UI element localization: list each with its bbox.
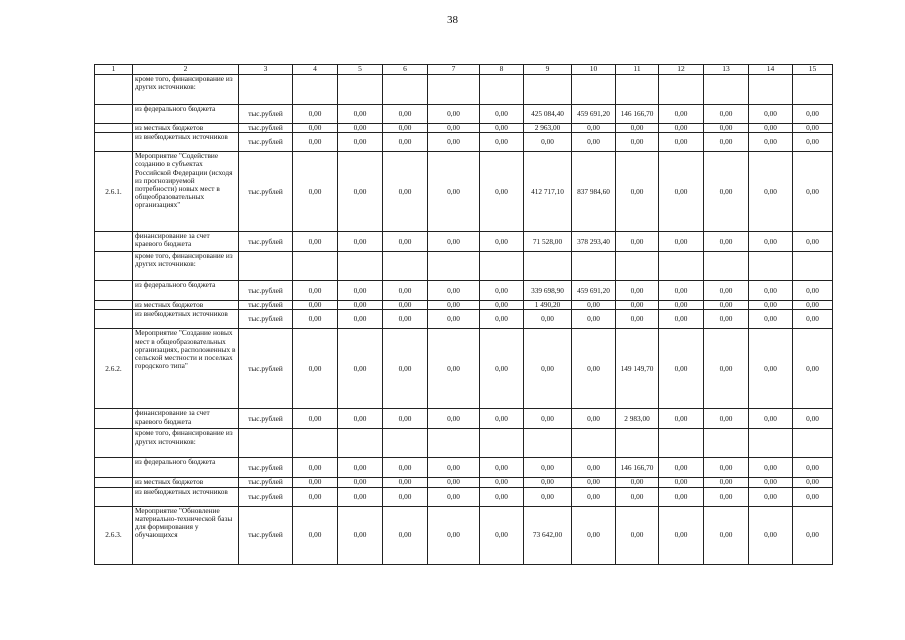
value-cell-col-13: 0,00 [704, 478, 749, 487]
value-cell-col-5: 0,00 [338, 310, 383, 329]
description-cell: из местных бюджетов [133, 478, 239, 487]
value-cell-col-11 [616, 429, 659, 458]
value-cell-col-7 [428, 429, 480, 458]
value-cell-col-11: 149 149,70 [616, 329, 659, 409]
value-cell-col-11: 0,00 [616, 281, 659, 301]
value-cell-col-15: 0,00 [793, 232, 833, 252]
column-number-15: 15 [793, 65, 833, 75]
value-cell-col-11 [616, 75, 659, 105]
value-cell-col-12 [659, 429, 704, 458]
unit-cell: тыс.рублей [239, 478, 293, 487]
unit-cell: тыс.рублей [239, 409, 293, 429]
value-cell-col-13: 0,00 [704, 310, 749, 329]
value-cell-col-4: 0,00 [293, 301, 338, 310]
value-cell-col-5 [338, 252, 383, 281]
value-cell-col-8 [480, 75, 524, 105]
value-cell-col-14 [749, 252, 793, 281]
value-cell-col-12: 0,00 [659, 232, 704, 252]
value-cell-col-11: 0,00 [616, 310, 659, 329]
value-cell-col-4: 0,00 [293, 478, 338, 487]
value-cell-col-7: 0,00 [428, 133, 480, 152]
column-number-7: 7 [428, 65, 480, 75]
column-number-14: 14 [749, 65, 793, 75]
value-cell-col-4 [293, 75, 338, 105]
value-cell-col-14: 0,00 [749, 281, 793, 301]
unit-cell: тыс.рублей [239, 124, 293, 133]
value-cell-col-4: 0,00 [293, 105, 338, 124]
value-cell-col-12: 0,00 [659, 458, 704, 478]
value-cell-col-12: 0,00 [659, 329, 704, 409]
value-cell-col-12: 0,00 [659, 409, 704, 429]
value-cell-col-15: 0,00 [793, 124, 833, 133]
value-cell-col-9 [524, 75, 572, 105]
item-number-cell [95, 310, 133, 329]
value-cell-col-11: 0,00 [616, 124, 659, 133]
unit-cell: тыс.рублей [239, 329, 293, 409]
value-cell-col-7: 0,00 [428, 329, 480, 409]
value-cell-col-7: 0,00 [428, 478, 480, 487]
value-cell-col-14 [749, 75, 793, 105]
value-cell-col-9: 71 528,00 [524, 232, 572, 252]
value-cell-col-12 [659, 75, 704, 105]
table-row [95, 329, 833, 409]
value-cell-col-15 [793, 75, 833, 105]
value-cell-col-9: 1 490,20 [524, 301, 572, 310]
description-cell: кроме того, финансирование из других источников: [133, 429, 239, 458]
value-cell-col-8: 0,00 [480, 310, 524, 329]
value-cell-col-9: 73 642,00 [524, 506, 572, 564]
value-cell-col-5: 0,00 [338, 329, 383, 409]
value-cell-col-11: 0,00 [616, 301, 659, 310]
value-cell-col-6: 0,00 [383, 281, 428, 301]
table-row [95, 152, 833, 232]
value-cell-col-11: 146 166,70 [616, 458, 659, 478]
value-cell-col-5: 0,00 [338, 124, 383, 133]
value-cell-col-4: 0,00 [293, 232, 338, 252]
value-cell-col-15: 0,00 [793, 281, 833, 301]
value-cell-col-6 [383, 252, 428, 281]
value-cell-col-7: 0,00 [428, 232, 480, 252]
value-cell-col-12: 0,00 [659, 310, 704, 329]
value-cell-col-14: 0,00 [749, 458, 793, 478]
column-number-2: 2 [133, 65, 239, 75]
item-number-cell: 2.6.3. [95, 506, 133, 564]
description-cell: из внебюджетных источников [133, 310, 239, 329]
item-number-cell [95, 252, 133, 281]
value-cell-col-11: 0,00 [616, 506, 659, 564]
value-cell-col-10: 0,00 [572, 487, 616, 506]
value-cell-col-15 [793, 429, 833, 458]
item-number-cell [95, 232, 133, 252]
value-cell-col-9: 412 717,10 [524, 152, 572, 232]
value-cell-col-4 [293, 252, 338, 281]
value-cell-col-8: 0,00 [480, 478, 524, 487]
value-cell-col-4: 0,00 [293, 124, 338, 133]
value-cell-col-5: 0,00 [338, 506, 383, 564]
unit-cell: тыс.рублей [239, 487, 293, 506]
value-cell-col-6: 0,00 [383, 458, 428, 478]
item-number-cell [95, 409, 133, 429]
item-number-cell [95, 478, 133, 487]
value-cell-col-13: 0,00 [704, 458, 749, 478]
value-cell-col-6: 0,00 [383, 487, 428, 506]
table-row [95, 478, 833, 487]
value-cell-col-7: 0,00 [428, 124, 480, 133]
value-cell-col-13: 0,00 [704, 105, 749, 124]
value-cell-col-11: 0,00 [616, 487, 659, 506]
value-cell-col-5: 0,00 [338, 232, 383, 252]
value-cell-col-10 [572, 75, 616, 105]
value-cell-col-15: 0,00 [793, 478, 833, 487]
value-cell-col-8: 0,00 [480, 133, 524, 152]
value-cell-col-12: 0,00 [659, 281, 704, 301]
value-cell-col-8: 0,00 [480, 301, 524, 310]
value-cell-col-4: 0,00 [293, 152, 338, 232]
value-cell-col-14: 0,00 [749, 478, 793, 487]
value-cell-col-6 [383, 75, 428, 105]
value-cell-col-10: 0,00 [572, 133, 616, 152]
value-cell-col-10: 0,00 [572, 301, 616, 310]
value-cell-col-6: 0,00 [383, 124, 428, 133]
value-cell-col-9: 0,00 [524, 458, 572, 478]
description-cell: из местных бюджетов [133, 301, 239, 310]
column-number-6: 6 [383, 65, 428, 75]
value-cell-col-4: 0,00 [293, 133, 338, 152]
value-cell-col-7: 0,00 [428, 310, 480, 329]
value-cell-col-8: 0,00 [480, 232, 524, 252]
table-row [95, 105, 833, 124]
value-cell-col-9 [524, 429, 572, 458]
item-number-cell [95, 105, 133, 124]
value-cell-col-13 [704, 252, 749, 281]
unit-cell: тыс.рублей [239, 133, 293, 152]
value-cell-col-9: 0,00 [524, 478, 572, 487]
value-cell-col-12: 0,00 [659, 487, 704, 506]
table-row [95, 429, 833, 458]
unit-cell [239, 252, 293, 281]
value-cell-col-9: 0,00 [524, 310, 572, 329]
value-cell-col-13: 0,00 [704, 329, 749, 409]
value-cell-col-12 [659, 252, 704, 281]
value-cell-col-5: 0,00 [338, 105, 383, 124]
value-cell-col-10 [572, 429, 616, 458]
value-cell-col-7: 0,00 [428, 409, 480, 429]
value-cell-col-10 [572, 252, 616, 281]
value-cell-col-10: 0,00 [572, 478, 616, 487]
column-number-13: 13 [704, 65, 749, 75]
value-cell-col-15: 0,00 [793, 152, 833, 232]
value-cell-col-15: 0,00 [793, 310, 833, 329]
value-cell-col-8: 0,00 [480, 105, 524, 124]
value-cell-col-4: 0,00 [293, 281, 338, 301]
item-number-cell: 2.6.1. [95, 152, 133, 232]
value-cell-col-8: 0,00 [480, 409, 524, 429]
description-cell: Мероприятие "Создание новых мест в общеобразовательных организациях, расположенных в сельской местности и поселках городского типа" [133, 329, 239, 409]
value-cell-col-6: 0,00 [383, 301, 428, 310]
unit-cell: тыс.рублей [239, 105, 293, 124]
value-cell-col-11: 146 166,70 [616, 105, 659, 124]
value-cell-col-6: 0,00 [383, 133, 428, 152]
value-cell-col-7: 0,00 [428, 506, 480, 564]
table-row [95, 75, 833, 105]
value-cell-col-15: 0,00 [793, 105, 833, 124]
value-cell-col-9: 0,00 [524, 409, 572, 429]
table-row [95, 124, 833, 133]
value-cell-col-10: 0,00 [572, 458, 616, 478]
value-cell-col-15: 0,00 [793, 301, 833, 310]
value-cell-col-14: 0,00 [749, 152, 793, 232]
unit-cell: тыс.рублей [239, 301, 293, 310]
column-number-8: 8 [480, 65, 524, 75]
column-number-11: 11 [616, 65, 659, 75]
description-cell: из федерального бюджета [133, 281, 239, 301]
description-cell: из внебюджетных источников [133, 487, 239, 506]
value-cell-col-5: 0,00 [338, 133, 383, 152]
value-cell-col-11: 0,00 [616, 478, 659, 487]
value-cell-col-14: 0,00 [749, 301, 793, 310]
item-number-cell [95, 281, 133, 301]
item-number-cell [95, 75, 133, 105]
value-cell-col-14: 0,00 [749, 310, 793, 329]
value-cell-col-5 [338, 429, 383, 458]
value-cell-col-12: 0,00 [659, 124, 704, 133]
value-cell-col-13: 0,00 [704, 232, 749, 252]
value-cell-col-7 [428, 75, 480, 105]
value-cell-col-4: 0,00 [293, 329, 338, 409]
item-number-cell [95, 301, 133, 310]
table-row [95, 310, 833, 329]
value-cell-col-7: 0,00 [428, 105, 480, 124]
value-cell-col-15 [793, 252, 833, 281]
value-cell-col-6: 0,00 [383, 310, 428, 329]
value-cell-col-8: 0,00 [480, 281, 524, 301]
value-cell-col-14: 0,00 [749, 487, 793, 506]
unit-cell: тыс.рублей [239, 310, 293, 329]
value-cell-col-4: 0,00 [293, 487, 338, 506]
table-row [95, 281, 833, 301]
value-cell-col-7 [428, 252, 480, 281]
value-cell-col-13: 0,00 [704, 124, 749, 133]
value-cell-col-9: 0,00 [524, 487, 572, 506]
value-cell-col-10: 0,00 [572, 329, 616, 409]
value-cell-col-8: 0,00 [480, 506, 524, 564]
value-cell-col-5: 0,00 [338, 409, 383, 429]
description-cell: финансирование за счет краевого бюджета [133, 409, 239, 429]
unit-cell [239, 75, 293, 105]
value-cell-col-7: 0,00 [428, 281, 480, 301]
value-cell-col-8: 0,00 [480, 124, 524, 133]
value-cell-col-10: 837 984,60 [572, 152, 616, 232]
value-cell-col-7: 0,00 [428, 152, 480, 232]
value-cell-col-7: 0,00 [428, 301, 480, 310]
column-number-5: 5 [338, 65, 383, 75]
value-cell-col-13: 0,00 [704, 409, 749, 429]
value-cell-col-10: 0,00 [572, 124, 616, 133]
value-cell-col-14: 0,00 [749, 329, 793, 409]
value-cell-col-8: 0,00 [480, 458, 524, 478]
value-cell-col-4: 0,00 [293, 458, 338, 478]
item-number-cell [95, 133, 133, 152]
description-cell: финансирование за счет краевого бюджета [133, 232, 239, 252]
value-cell-col-13: 0,00 [704, 152, 749, 232]
description-cell: кроме того, финансирование из других источников: [133, 252, 239, 281]
column-number-1: 1 [95, 65, 133, 75]
table-row [95, 487, 833, 506]
value-cell-col-14: 0,00 [749, 409, 793, 429]
value-cell-col-8 [480, 252, 524, 281]
value-cell-col-11: 2 983,00 [616, 409, 659, 429]
value-cell-col-6: 0,00 [383, 409, 428, 429]
value-cell-col-11 [616, 252, 659, 281]
value-cell-col-5: 0,00 [338, 458, 383, 478]
value-cell-col-5: 0,00 [338, 487, 383, 506]
value-cell-col-7: 0,00 [428, 458, 480, 478]
value-cell-col-8: 0,00 [480, 329, 524, 409]
value-cell-col-10: 0,00 [572, 506, 616, 564]
column-number-9: 9 [524, 65, 572, 75]
value-cell-col-8: 0,00 [480, 152, 524, 232]
value-cell-col-5: 0,00 [338, 478, 383, 487]
item-number-cell [95, 487, 133, 506]
value-cell-col-12: 0,00 [659, 301, 704, 310]
value-cell-col-6: 0,00 [383, 105, 428, 124]
value-cell-col-14: 0,00 [749, 133, 793, 152]
unit-cell: тыс.рублей [239, 281, 293, 301]
value-cell-col-6: 0,00 [383, 232, 428, 252]
value-cell-col-6: 0,00 [383, 152, 428, 232]
table-row [95, 133, 833, 152]
description-cell: из федерального бюджета [133, 105, 239, 124]
description-cell: Мероприятие "Обновление материально-технической базы для формирования у обучающихся [133, 506, 239, 564]
value-cell-col-9: 2 963,00 [524, 124, 572, 133]
table-row [95, 252, 833, 281]
value-cell-col-15: 0,00 [793, 329, 833, 409]
table-row [95, 409, 833, 429]
value-cell-col-14: 0,00 [749, 124, 793, 133]
value-cell-col-6: 0,00 [383, 329, 428, 409]
table-row [95, 301, 833, 310]
table-row [95, 458, 833, 478]
column-number-10: 10 [572, 65, 616, 75]
value-cell-col-15: 0,00 [793, 458, 833, 478]
column-number-3: 3 [239, 65, 293, 75]
value-cell-col-13 [704, 75, 749, 105]
value-cell-col-10: 0,00 [572, 310, 616, 329]
description-cell: из местных бюджетов [133, 124, 239, 133]
table-row [95, 232, 833, 252]
value-cell-col-5: 0,00 [338, 301, 383, 310]
budget-table [94, 64, 833, 565]
value-cell-col-12: 0,00 [659, 152, 704, 232]
value-cell-col-11: 0,00 [616, 133, 659, 152]
unit-cell: тыс.рублей [239, 458, 293, 478]
value-cell-col-8 [480, 429, 524, 458]
value-cell-col-9: 0,00 [524, 133, 572, 152]
value-cell-col-15: 0,00 [793, 409, 833, 429]
value-cell-col-14: 0,00 [749, 105, 793, 124]
value-cell-col-8: 0,00 [480, 487, 524, 506]
item-number-cell: 2.6.2. [95, 329, 133, 409]
value-cell-col-13 [704, 429, 749, 458]
value-cell-col-10: 378 293,40 [572, 232, 616, 252]
column-number-4: 4 [293, 65, 338, 75]
value-cell-col-4: 0,00 [293, 506, 338, 564]
unit-cell: тыс.рублей [239, 232, 293, 252]
description-cell: из федерального бюджета [133, 458, 239, 478]
value-cell-col-12: 0,00 [659, 133, 704, 152]
value-cell-col-12: 0,00 [659, 105, 704, 124]
value-cell-col-12: 0,00 [659, 478, 704, 487]
value-cell-col-7: 0,00 [428, 487, 480, 506]
column-number-12: 12 [659, 65, 704, 75]
item-number-cell [95, 124, 133, 133]
column-number-row [95, 65, 833, 75]
page-number: 38 [447, 14, 458, 26]
value-cell-col-14: 0,00 [749, 506, 793, 564]
table-body [95, 65, 833, 565]
value-cell-col-14 [749, 429, 793, 458]
value-cell-col-10: 459 691,20 [572, 105, 616, 124]
value-cell-col-15: 0,00 [793, 506, 833, 564]
value-cell-col-12: 0,00 [659, 506, 704, 564]
value-cell-col-9: 425 084,40 [524, 105, 572, 124]
value-cell-col-6: 0,00 [383, 506, 428, 564]
value-cell-col-6 [383, 429, 428, 458]
value-cell-col-4: 0,00 [293, 409, 338, 429]
value-cell-col-13: 0,00 [704, 487, 749, 506]
item-number-cell [95, 429, 133, 458]
unit-cell [239, 429, 293, 458]
value-cell-col-13: 0,00 [704, 281, 749, 301]
value-cell-col-9: 0,00 [524, 329, 572, 409]
value-cell-col-11: 0,00 [616, 232, 659, 252]
item-number-cell [95, 458, 133, 478]
value-cell-col-15: 0,00 [793, 487, 833, 506]
value-cell-col-5: 0,00 [338, 281, 383, 301]
value-cell-col-5: 0,00 [338, 152, 383, 232]
description-cell: Мероприятие "Содействие созданию в субъектах Российской Федерации (исходя из прогнозируемой потребности) новых мест в общеобразовательных организациях" [133, 152, 239, 232]
value-cell-col-9: 339 698,90 [524, 281, 572, 301]
value-cell-col-15: 0,00 [793, 133, 833, 152]
description-cell: из внебюджетных источников [133, 133, 239, 152]
value-cell-col-4: 0,00 [293, 310, 338, 329]
unit-cell: тыс.рублей [239, 152, 293, 232]
value-cell-col-13: 0,00 [704, 133, 749, 152]
value-cell-col-4 [293, 429, 338, 458]
unit-cell: тыс.рублей [239, 506, 293, 564]
value-cell-col-10: 0,00 [572, 409, 616, 429]
table-row [95, 506, 833, 564]
value-cell-col-11: 0,00 [616, 152, 659, 232]
description-cell: кроме того, финансирование из других источников: [133, 75, 239, 105]
value-cell-col-10: 459 691,20 [572, 281, 616, 301]
value-cell-col-13: 0,00 [704, 506, 749, 564]
value-cell-col-5 [338, 75, 383, 105]
value-cell-col-13: 0,00 [704, 301, 749, 310]
value-cell-col-9 [524, 252, 572, 281]
value-cell-col-14: 0,00 [749, 232, 793, 252]
value-cell-col-6: 0,00 [383, 478, 428, 487]
